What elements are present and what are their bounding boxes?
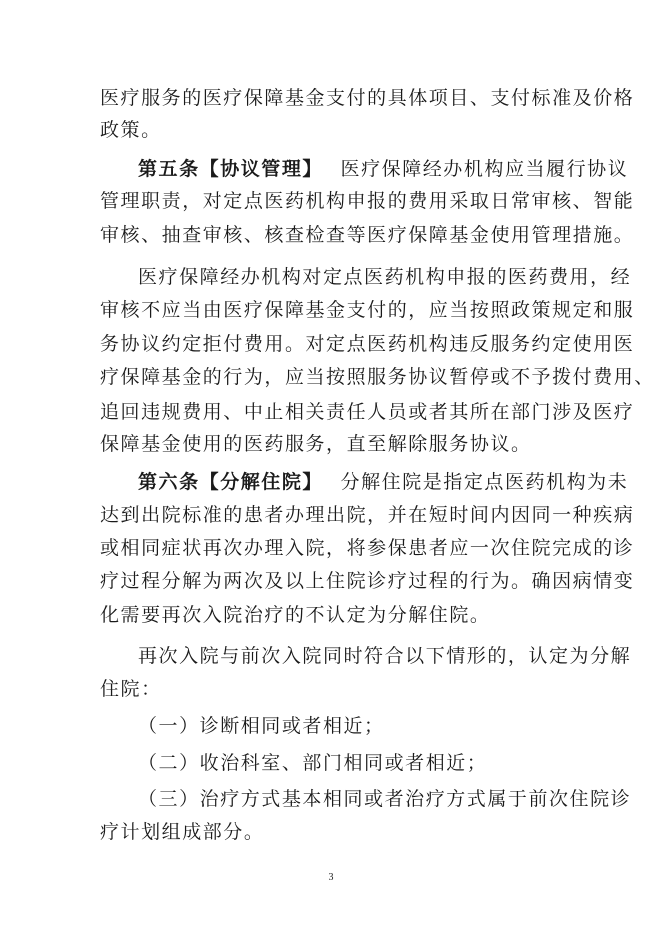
text-line: 医疗服务的医疗保障基金支付的具体项目、支付标准及价格 [100,87,635,109]
text-line: 医疗保障经办机构对定点医药机构申报的医药费用，经 [138,266,632,288]
list-item: （三）治疗方式基本相同或者治疗方式属于前次住院诊 [138,788,632,810]
text-line: 疗保障基金的行为，应当按照服务协议暂停或不予拨付费用、 [100,366,655,388]
text-line: 医疗保障经办机构应当履行协议 [340,158,629,180]
text-line: 化需要再次入院治疗的不认定为分解住院。 [100,604,491,626]
article-5-heading: 第五条【协议管理】 [138,158,323,180]
text-line: 保障基金使用的医药服务，直至解除服务协议。 [100,433,532,455]
text-line: 审核、抽查审核、核查检查等医疗保障基金使用管理措施。 [100,224,635,246]
text-line: 追回违规费用、中止相关责任人员或者其所在部门涉及医疗 [100,401,635,423]
text-line: 再次入院与前次入院同时符合以下情形的，认定为分解 [138,645,632,667]
text-line: 住院： [100,678,162,700]
text-line: 或相同症状再次办理入院，将参保患者应一次住院完成的诊 [100,537,635,559]
article-6-heading: 第六条【分解住院】 [138,471,323,493]
list-item: （一）诊断相同或者相近； [138,715,385,737]
text-line: 管理职责，对定点医药机构申报的费用采取日常审核、智能 [100,190,635,212]
text-line: 分解住院是指定点医药机构为未 [340,471,629,493]
text-line: 审核不应当由医疗保障基金支付的，应当按照政策规定和服 [100,299,635,321]
page-number: 3 [328,872,334,883]
article-5-paragraph [138,157,629,181]
list-item: （二）收治科室、部门相同或者相近； [138,752,488,774]
text-line: 务协议约定拒付费用。对定点医药机构违反服务约定使用医 [100,333,635,355]
text-line: 达到出院标准的患者办理出院，并在短时间内因同一种疾病 [100,504,635,526]
text-line: 政策。 [100,119,162,141]
text-line: 疗计划组成部分。 [100,821,265,843]
text-line: 疗过程分解为两次及以上住院诊疗过程的行为。确因病情变 [100,570,635,592]
article-6-paragraph [138,470,629,494]
